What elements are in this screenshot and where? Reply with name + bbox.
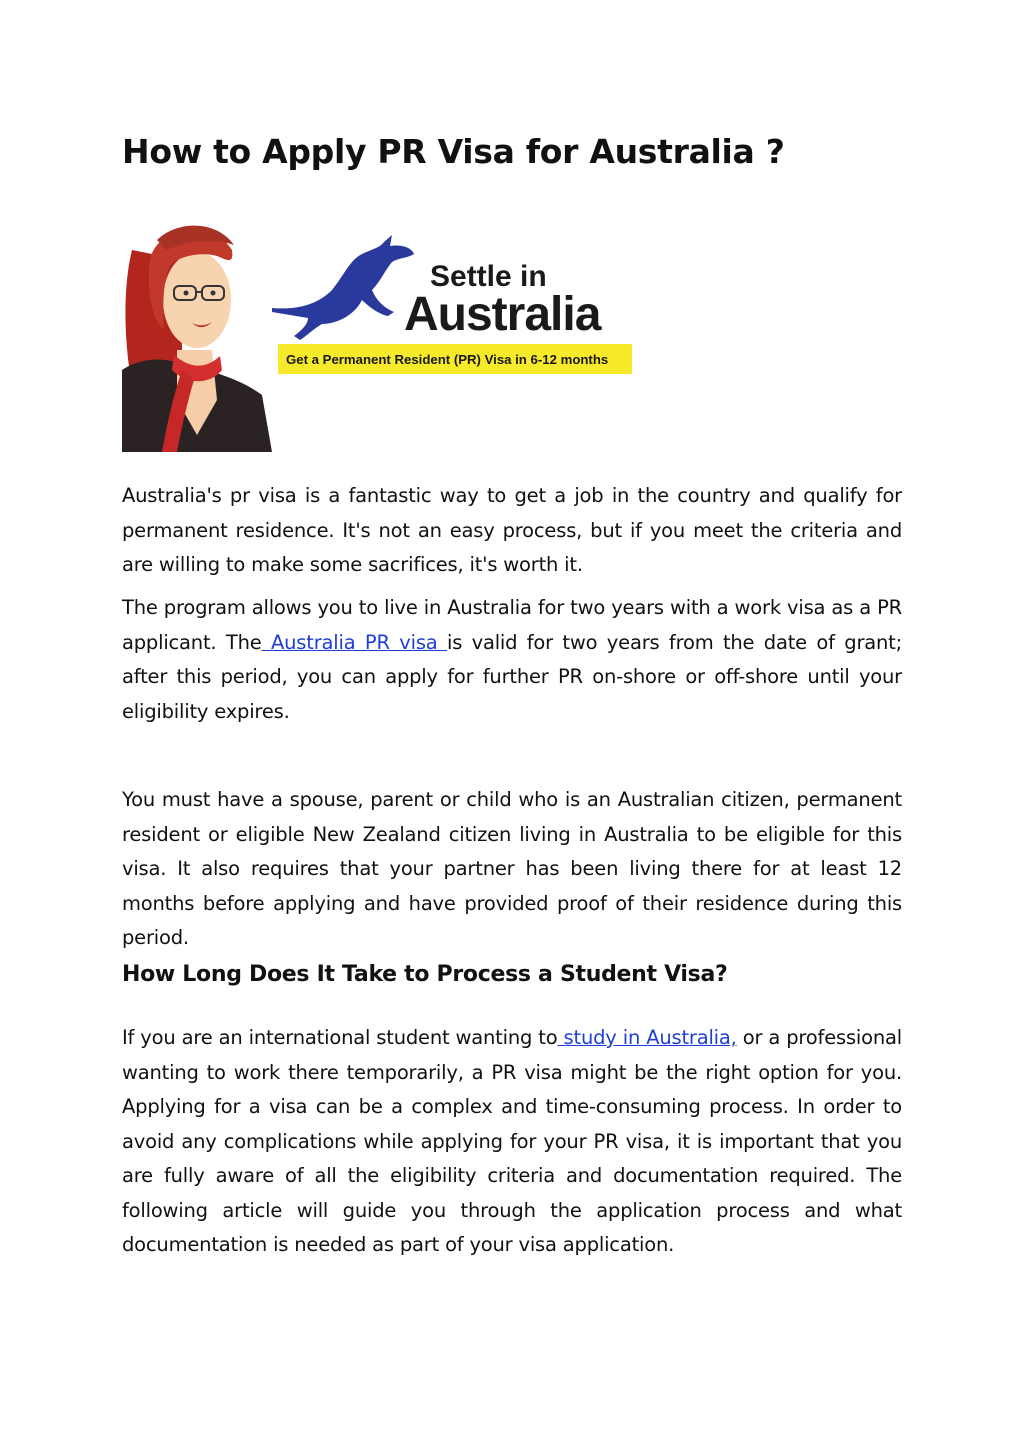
- australia-pr-visa-link[interactable]: Australia PR visa: [261, 630, 447, 654]
- student-visa-paragraph: [122, 1021, 902, 1263]
- eligibility-paragraph: You must have a spouse, parent or child who is an Australian citizen, permanent resident or eligible New Zealand citizen living in Australia to be eligible for this visa. It also requires that your partner has been living there for at least 12 months before applying and have provided proof of their residence during this period.: [122, 788, 902, 949]
- program-paragraph: [122, 591, 902, 729]
- intro-paragraph: Australia's pr visa is a fantastic way to get a job in the country and qualify for permanent residence. It's not an easy process, but if you meet the criteria and are willing to make some sacrifices, it's worth it.: [122, 484, 902, 576]
- section-heading: How Long Does It Take to Process a Student Visa?: [122, 962, 728, 987]
- paragraph-text: or a professional wanting to work there temporarily, a PR visa might be the right option for you. Applying for a visa can be a complex and time-consuming process. In order to avoid any complications while applying for your PR visa, it is important that you are fully aware of all the eligibility criteria and documentation required. The following article will guide you through the application process and what documentation is needed as part of your visa application.: [122, 1026, 902, 1256]
- paragraph-text: The program allows you to live in Australia for two years with a work visa as a PR applicant. The: [122, 596, 902, 654]
- study-in-australia-link[interactable]: study in Australia,: [557, 1026, 737, 1049]
- woman-illustration: [122, 226, 272, 452]
- kangaroo-icon: [272, 235, 414, 340]
- settle-in-australia-banner: [122, 220, 642, 452]
- paragraph-text: If you are an international student wanting to: [122, 1026, 558, 1049]
- paragraph-text: is valid for two years from the date of grant; after this period, you can apply for further PR on-shore or off-shore until your eligibility expires.: [122, 630, 902, 723]
- brand-line-2: Australia: [404, 288, 601, 341]
- banner-tagline: Get a Permanent Resident (PR) Visa in 6-12 months: [286, 352, 609, 367]
- page-title: How to Apply PR Visa for Australia ?: [122, 132, 785, 171]
- brand-line-1: Settle in: [430, 260, 547, 293]
